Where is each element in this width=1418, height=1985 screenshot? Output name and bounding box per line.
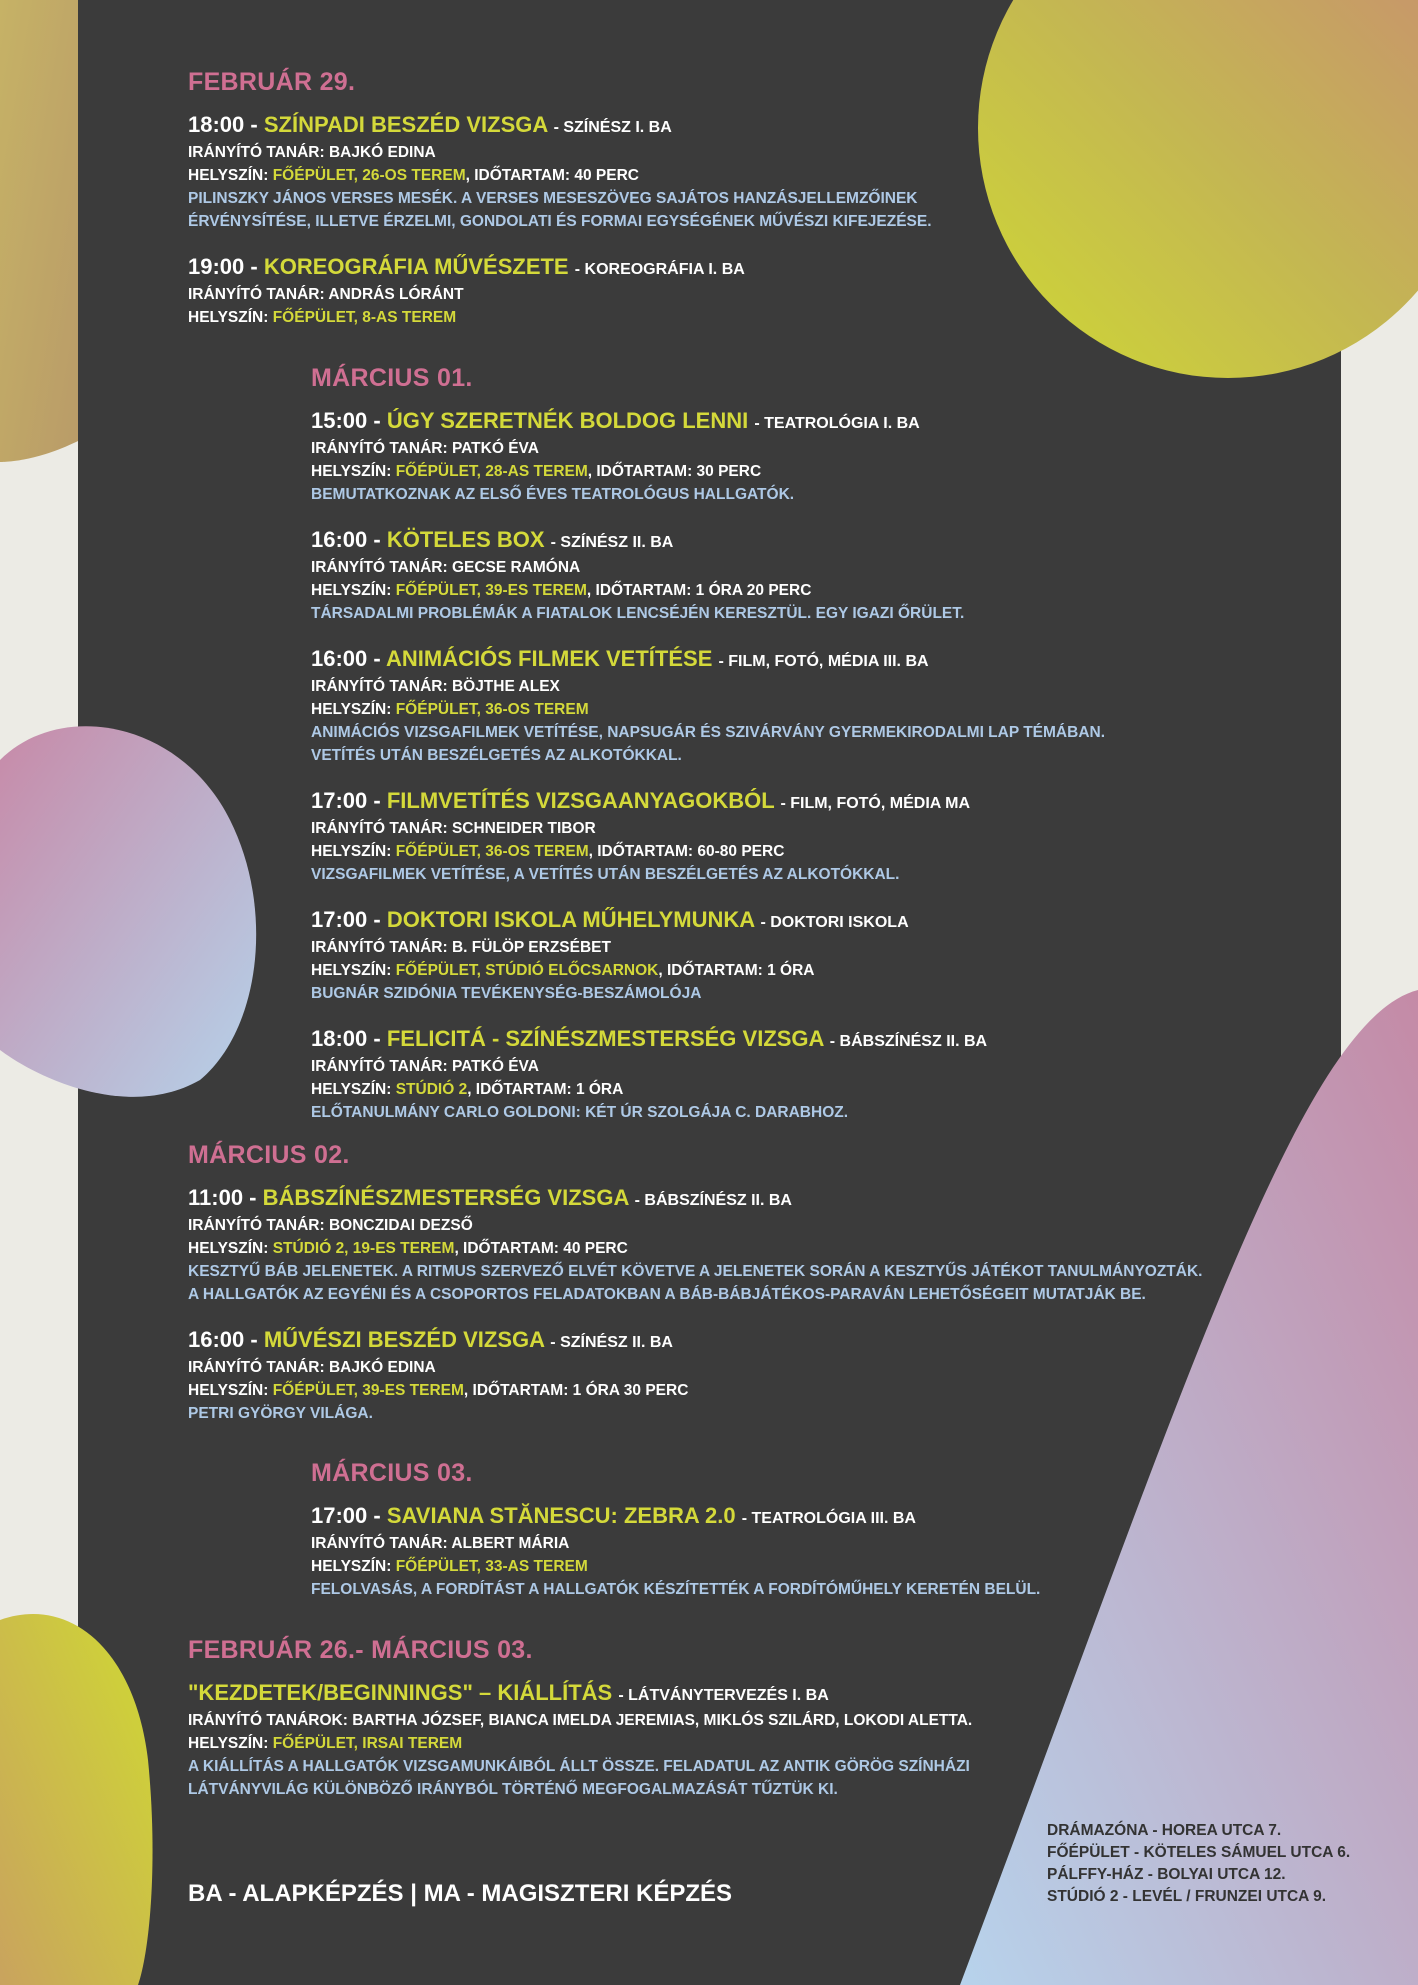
event [311, 1502, 1371, 1601]
event-title: BÁBSZÍNÉSZMESTERSÉG VIZSGA [262, 1185, 629, 1210]
event-program: - SZÍNÉSZ I. BA [553, 119, 672, 136]
event-program: - BÁBSZÍNÉSZ II. BA [634, 1192, 792, 1209]
event-place: HELYSZÍN: FŐÉPÜLET, 8-AS TEREM [188, 309, 457, 326]
event-time: 17:00 - [311, 1503, 381, 1528]
event-program: - SZÍNÉSZ II. BA [550, 534, 674, 551]
event-time: 16:00 - [188, 1327, 258, 1352]
event-teacher: IRÁNYÍTÓ TANÁROK: BARTHA JÓZSEF, BIANCA IMELDA JEREMIAS, MIKLÓS SZILÁRD, LOKODI ALETTA. [188, 1712, 973, 1729]
event-title: "KEZDETEK/BEGINNINGS" – KIÁLLÍTÁS [188, 1680, 613, 1705]
event [311, 645, 1371, 767]
event-program: - LÁTVÁNYTERVEZÉS I. BA [618, 1687, 829, 1704]
day-section [311, 1459, 1371, 1621]
event-description: A KIÁLLÍTÁS A HALLGATÓK VIZSGAMUNKÁIBÓL ÁLLT ÖSSZE. FELADATUL AZ ANTIK GÖRÖG SZÍNHÁZI [188, 1758, 970, 1775]
event-header [311, 906, 1371, 936]
event [188, 1184, 1248, 1306]
event-time: 16:00 - [311, 646, 381, 671]
event-header [311, 407, 1371, 437]
event-place: HELYSZÍN: FŐÉPÜLET, 36-OS TEREM [311, 701, 589, 718]
event-place: HELYSZÍN: STÚDIÓ 2, 19-ES TEREM, IDŐTARTAM: 40 PERC [188, 1240, 628, 1257]
event-header [188, 1326, 1248, 1356]
event-description: LÁTVÁNYVILÁG KÜLÖNBÖZŐ IRÁNYBÓL TÖRTÉNŐ MEGFOGALMAZÁSÁT TŰZTÜK KI. [188, 1781, 838, 1798]
event-time: 17:00 - [311, 788, 381, 813]
event [188, 1679, 1248, 1801]
event-title: SAVIANA STĂNESCU: ZEBRA 2.0 [386, 1503, 736, 1528]
event-header [311, 787, 1371, 817]
abbreviation-legend: BA - ALAPKÉPZÉS | MA - MAGISZTERI KÉPZÉS [188, 1880, 733, 1907]
event-description: KESZTYŰ BÁB JELENETEK. A RITMUS SZERVEZŐ ELVÉT KÖVETVE A JELENETEK SORÁN A KESZTYŰS JÁTÉKOT TANULMÁNYOZTÁK. [188, 1263, 1203, 1280]
event-header [188, 111, 1248, 141]
event-time: 19:00 - [188, 254, 258, 279]
event-place: HELYSZÍN: FŐÉPÜLET, 39-ES TEREM, IDŐTARTAM: 1 ÓRA 30 PERC [188, 1382, 689, 1399]
day-date: MÁRCIUS 02. [188, 1141, 350, 1169]
address-line: FŐÉPÜLET - KÖTELES SÁMUEL UTCA 6. [1047, 1844, 1351, 1861]
event-program: - SZÍNÉSZ II. BA [550, 1334, 673, 1351]
event [311, 407, 1371, 506]
day-section [188, 68, 1248, 349]
event-title: ANIMÁCIÓS FILMEK VETÍTÉSE [386, 646, 713, 671]
event-description: A HALLGATÓK AZ EGYÉNI ÉS A CSOPORTOS FELADATOKBAN A BÁB-BÁBJÁTÉKOS-PARAVÁN LEHETŐSÉGEIT MUTATJÁK BE. [188, 1286, 1146, 1303]
event-time: 16:00 - [311, 527, 381, 552]
event-description: VIZSGAFILMEK VETÍTÉSE, A VETÍTÉS UTÁN BESZÉLGETÉS AZ ALKOTÓKKAL. [311, 866, 900, 883]
event-header [311, 1502, 1371, 1532]
event-description: BEMUTATKOZNAK AZ ELSŐ ÉVES TEATROLÓGUS HALLGATÓK. [311, 486, 795, 503]
event-title: KÖTELES BOX [386, 527, 545, 552]
event [311, 1025, 1371, 1124]
event-teacher: IRÁNYÍTÓ TANÁR: BONCZIDAI DEZSŐ [188, 1217, 473, 1234]
event [188, 111, 1248, 233]
event-title: KOREOGRÁFIA MŰVÉSZETE [263, 254, 569, 279]
event-program: - KOREOGRÁFIA I. BA [574, 261, 745, 278]
event-description: ELŐTANULMÁNY CARLO GOLDONI: KÉT ÚR SZOLGÁJA C. DARABHOZ. [311, 1104, 849, 1121]
event-title: DOKTORI ISKOLA MŰHELYMUNKA [386, 907, 755, 932]
day-date: FEBRUÁR 29. [188, 68, 356, 96]
event-time: 11:00 - [188, 1185, 257, 1210]
event-description: BUGNÁR SZIDÓNIA TEVÉKENYSÉG-BESZÁMOLÓJA [311, 985, 702, 1002]
event-description: VETÍTÉS UTÁN BESZÉLGETÉS AZ ALKOTÓKKAL. [311, 747, 682, 764]
event-header [311, 526, 1371, 556]
event-time: 15:00 - [311, 408, 381, 433]
event-teacher: IRÁNYÍTÓ TANÁR: SCHNEIDER TIBOR [311, 820, 596, 837]
event-title: ÚGY SZERETNÉK BOLDOG LENNI [386, 408, 749, 433]
venue-addresses [1047, 1820, 1350, 1908]
event-teacher: IRÁNYÍTÓ TANÁR: ALBERT MÁRIA [311, 1535, 570, 1552]
day-date: FEBRUÁR 26.- MÁRCIUS 03. [188, 1636, 533, 1664]
address-line: STÚDIÓ 2 - LEVÉL / FRUNZEI UTCA 9. [1047, 1888, 1327, 1905]
event [188, 1326, 1248, 1425]
event-teacher: IRÁNYÍTÓ TANÁR: BÖJTHE ALEX [311, 678, 560, 695]
event-place: HELYSZÍN: FŐÉPÜLET, 33-AS TEREM [311, 1558, 588, 1575]
event-place: HELYSZÍN: FŐÉPÜLET, 26-OS TEREM, IDŐTARTAM: 40 PERC [188, 167, 640, 184]
event-place: HELYSZÍN: FŐÉPÜLET, 36-OS TEREM, IDŐTARTAM: 60-80 PERC [311, 843, 785, 860]
address-line: PÁLFFY-HÁZ - BOLYAI UTCA 12. [1047, 1866, 1286, 1883]
event-title: FILMVETÍTÉS VIZSGAANYAGOKBÓL [386, 788, 775, 813]
event [311, 787, 1371, 886]
event-teacher: IRÁNYÍTÓ TANÁR: PATKÓ ÉVA [311, 440, 539, 457]
event-program: - BÁBSZÍNÉSZ II. BA [829, 1033, 988, 1050]
event-time: 18:00 - [311, 1026, 381, 1051]
event-place: HELYSZÍN: STÚDIÓ 2, IDŐTARTAM: 1 ÓRA [311, 1081, 624, 1098]
event-header [188, 1184, 1248, 1214]
event-teacher: IRÁNYÍTÓ TANÁR: PATKÓ ÉVA [311, 1058, 539, 1075]
event-teacher: IRÁNYÍTÓ TANÁR: B. FÜLÖP ERZSÉBET [311, 939, 611, 956]
event [311, 906, 1371, 1005]
event-teacher: IRÁNYÍTÓ TANÁR: BAJKÓ EDINA [188, 144, 436, 161]
event-teacher: IRÁNYÍTÓ TANÁR: BAJKÓ EDINA [188, 1359, 436, 1376]
event-header [188, 253, 1248, 283]
day-date: MÁRCIUS 01. [311, 364, 473, 392]
event-description: PILINSZKY JÁNOS VERSES MESÉK. A VERSES MESESZÖVEG SAJÁTOS HANZÁSJELLEMZŐINEK [188, 190, 918, 207]
event-header [311, 645, 1371, 675]
event-description: TÁRSADALMI PROBLÉMÁK A FIATALOK LENCSÉJÉN KERESZTÜL. EGY IGAZI ŐRÜLET. [311, 605, 965, 622]
event-description: PETRI GYÖRGY VILÁGA. [188, 1405, 373, 1422]
event-time: 17:00 - [311, 907, 381, 932]
address-line: DRÁMAZÓNA - HOREA UTCA 7. [1047, 1822, 1282, 1839]
event-title: SZÍNPADI BESZÉD VIZSGA [263, 112, 548, 137]
event-title: FELICITÁ - SZÍNÉSZMESTERSÉG VIZSGA [386, 1026, 824, 1051]
day-section [188, 1141, 1248, 1445]
event-teacher: IRÁNYÍTÓ TANÁR: ANDRÁS LÓRÁNT [188, 286, 464, 303]
event [188, 253, 1248, 329]
day-date: MÁRCIUS 03. [311, 1459, 473, 1487]
event-program: - DOKTORI ISKOLA [760, 914, 909, 931]
event-place: HELYSZÍN: FŐÉPÜLET, 28-AS TEREM, IDŐTARTAM: 30 PERC [311, 463, 762, 480]
event-place: HELYSZÍN: FŐÉPÜLET, IRSAI TEREM [188, 1735, 463, 1752]
event [311, 526, 1371, 625]
event-time: 18:00 - [188, 112, 258, 137]
event-place: HELYSZÍN: FŐÉPÜLET, 39-ES TEREM, IDŐTARTAM: 1 ÓRA 20 PERC [311, 582, 812, 599]
event-header [188, 1679, 1248, 1709]
event-program: - TEATROLÓGIA I. BA [754, 415, 920, 432]
event-description: FELOLVASÁS, A FORDÍTÁST A HALLGATÓK KÉSZÍTETTÉK A FORDÍTÓMŰHELY KERETÉN BELÜL. [311, 1581, 1041, 1598]
event-program: - FILM, FOTÓ, MÉDIA MA [780, 795, 971, 812]
day-section [311, 364, 1371, 1144]
event-program: - FILM, FOTÓ, MÉDIA III. BA [718, 653, 929, 670]
day-section [188, 1636, 1248, 1821]
event-teacher: IRÁNYÍTÓ TANÁR: GECSE RAMÓNA [311, 559, 581, 576]
event-place: HELYSZÍN: FŐÉPÜLET, STÚDIÓ ELŐCSARNOK, IDŐTARTAM: 1 ÓRA [311, 962, 815, 979]
event-description: ÉRVÉNYSÍTÉSE, ILLETVE ÉRZELMI, GONDOLATI ÉS FORMAI EGYSÉGÉNEK MŰVÉSZI KIFEJEZÉSE. [188, 213, 932, 230]
event-title: MŰVÉSZI BESZÉD VIZSGA [263, 1327, 545, 1352]
event-program: - TEATROLÓGIA III. BA [741, 1510, 916, 1527]
event-description: ANIMÁCIÓS VIZSGAFILMEK VETÍTÉSE, NAPSUGÁR ÉS SZIVÁRVÁNY GYERMEKIRODALMI LAP TÉMÁBAN. [311, 724, 1106, 741]
event-header [311, 1025, 1371, 1055]
